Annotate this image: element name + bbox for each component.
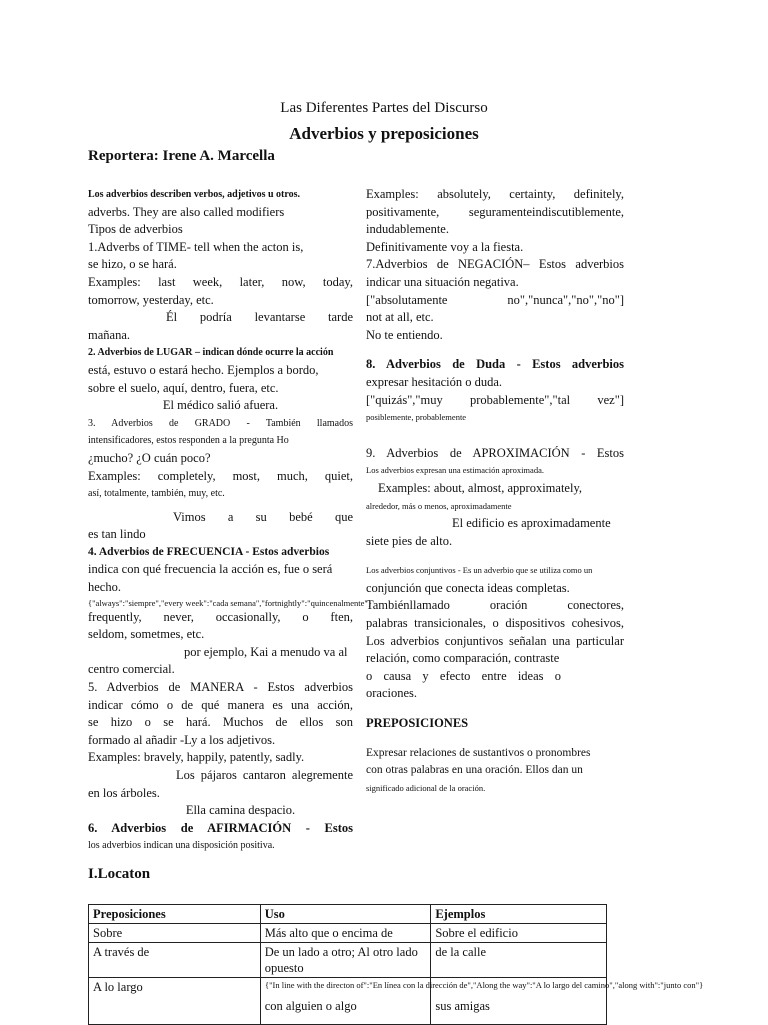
paragraph-line: seldom, sometmes, etc. <box>88 627 205 642</box>
paragraph-line: siete pies de alto. <box>366 533 453 548</box>
example-sentence: Definitivamente voy a la fiesta. <box>366 239 524 254</box>
paragraph-line: se hizo, o se hará. <box>88 257 177 272</box>
subheading: 4. Adverbios de FRECUENCIA - Estos adverbios <box>88 545 330 558</box>
example-sentence: Vimos a su bebé que <box>173 509 353 524</box>
table-cell: Más alto que o encima de <box>260 924 431 943</box>
paragraph-line: Los adverbios describen verbos, adjetivos u otros. <box>88 189 301 200</box>
example-sentence: Los pájaros cantaron alegremente <box>176 768 353 782</box>
document-subtitle: Adverbios y preposiciones <box>289 124 479 143</box>
paragraph-line: Tambiénllamado oración conectores, <box>366 598 624 613</box>
paragraph-line: mañana. <box>88 327 130 342</box>
spacer <box>366 733 624 745</box>
paragraph-line: tomorrow, yesterday, etc. <box>88 292 214 307</box>
table-row <box>89 924 607 943</box>
paragraph-line: conjunción que conecta ideas completas. <box>366 580 570 595</box>
paragraph-line: posiblemente, probablemente <box>366 412 467 423</box>
paragraph-line: {"always":"siempre","every week":"cada semana","fortnightly":"quincenalmente"} <box>88 597 372 608</box>
column-header: Uso <box>260 905 431 924</box>
table-cell: de la calle <box>431 943 607 978</box>
paragraph-line: ¿mucho? ¿O cuán poco? <box>88 450 211 465</box>
paragraph-line: Examples: absolutely, certainty, definitely, <box>366 187 624 201</box>
paragraph-line: Examples: bravely, happily, patently, sadly. <box>88 750 305 765</box>
subheading: 8. Adverbios de Duda - Estos adverbios <box>366 357 624 372</box>
column-header: Preposiciones <box>89 905 261 924</box>
paragraph-line: indicar una situación negativa. <box>366 274 519 289</box>
paragraph-line: Los adverbios conjuntivos señalan una particular <box>366 633 624 648</box>
paragraph-line: sobre el suelo, aquí, dentro, fuera, etc. <box>88 380 279 395</box>
paragraph-line: Los adverbios expresan una estimación aproximada. <box>366 465 544 476</box>
paragraph-line: adverbs. They are also called modifiers <box>88 204 285 219</box>
paragraph-line: 1.Adverbs of TIME- tell when the acton is, <box>88 239 304 254</box>
paragraph-line: expresar hesitación o duda. <box>366 374 503 389</box>
table-cell: Sobre <box>89 924 261 943</box>
spacer <box>366 703 624 715</box>
spacer <box>366 344 624 356</box>
table-cell: con alguien o algo <box>260 978 431 1025</box>
paragraph-line: así, totalmente, también, muy, etc. <box>88 488 225 500</box>
paragraph-line: 7.Adverbios de NEGACIÓN– Estos adverbios <box>366 257 624 272</box>
left-column <box>88 186 372 855</box>
table-cell: A lo largo <box>89 978 261 1025</box>
paragraph-line: ["absolutamente no","nunca","no","no"] <box>366 292 624 307</box>
paragraph-line: o causa y efecto entre ideas o <box>366 668 561 683</box>
paragraph-line: indicar cómo o de qué manera es una acción, <box>88 697 353 712</box>
paragraph-line: hecho. <box>88 580 121 595</box>
table-overlay-text: {"In line with the directon of":"En línea con la dirección de","Along the way":"A lo largo del camino","along with":"junto con"} <box>265 980 704 990</box>
paragraph-line: Expresar relaciones de sustantivos o pronombres <box>366 746 591 759</box>
paragraph-line: alrededor, más o menos, aproximadamente <box>366 500 512 511</box>
paragraph-line: oraciones. <box>366 686 418 701</box>
example-sentence: por ejemplo, Kai a menudo va al <box>184 644 348 659</box>
paragraph-line: los adverbios indican una disposición positiva. <box>88 840 275 852</box>
paragraph-line: Los adverbios conjuntivos - Es un adverbio que se utiliza como un <box>366 565 593 576</box>
paragraph-line: es tan lindo <box>88 527 146 542</box>
subheading: 6. Adverbios de AFIRMACIÓN - Estos <box>88 820 353 835</box>
paragraph-line: Tipos de adverbios <box>88 222 183 237</box>
paragraph-line: centro comercial. <box>88 662 175 677</box>
paragraph-line: frequently, never, occasionally, o ften, <box>88 609 353 624</box>
paragraph-line: está, estuvo o estará hecho. Ejemplos a bordo, <box>88 362 319 377</box>
paragraph-line: indudablemente. <box>366 222 449 237</box>
right-column <box>366 186 624 797</box>
table-cell: A través de <box>89 943 261 978</box>
section-heading-preposiciones: PREPOSICIONES <box>366 716 469 731</box>
section-heading-location: I.Locaton <box>88 866 151 882</box>
subheading: 2. Adverbios de LUGAR – indican dónde ocurre la acción <box>88 347 334 359</box>
table-row <box>89 943 607 978</box>
paragraph-line: se hizo o se hará. Muchos de ellos son <box>88 715 353 730</box>
paragraph-line: Examples: completely, most, much, quiet, <box>88 468 353 483</box>
column-header: Ejemplos <box>431 905 607 924</box>
paragraph-line: formado al añadir -Ly a los adjetivos. <box>88 732 276 747</box>
example-sentence: El médico salió afuera. <box>162 398 279 413</box>
reporter-line: Reportera: Irene A. Marcella <box>88 148 275 164</box>
paragraph-line: Examples: about, almost, approximately, <box>378 480 583 495</box>
paragraph-line: positivamente, seguramenteindiscutiblemente, <box>366 204 624 219</box>
paragraph-line: en los árboles. <box>88 785 160 800</box>
example-sentence: Él podría levantarse tarde <box>166 310 353 325</box>
paragraph-line: 3. Adverbios de GRADO - También llamados <box>88 417 353 429</box>
example-sentence: No te entiendo. <box>366 327 443 342</box>
paragraph-line: palabras transicionales, o dispositivos cohesivos, <box>366 616 624 631</box>
paragraph-line: not at all, etc. <box>366 310 434 325</box>
table-cell: Sobre el edificio <box>431 924 607 943</box>
paragraph-line: significado adicional de la oración. <box>366 782 486 793</box>
paragraph-line: intensificadores, estos responden a la pregunta Ho <box>88 435 289 447</box>
document-title: Las Diferentes Partes del Discurso <box>280 100 488 116</box>
example-sentence: Ella camina despacio. <box>185 803 296 818</box>
prepositions-table <box>88 904 607 1025</box>
paragraph-line: 5. Adverbios de MANERA - Estos adverbios <box>88 680 353 695</box>
paragraph-line: 9. Adverbios de APROXIMACIÓN - Estos <box>366 445 624 460</box>
table-cell: De un lado a otro; Al otro lado opuesto <box>260 943 431 978</box>
paragraph-line: ["quizás","muy probablemente","tal vez"] <box>366 392 624 407</box>
table-cell: sus amigas <box>431 978 607 1025</box>
spacer <box>366 427 624 445</box>
paragraph-line: relación, como comparación, contraste <box>366 651 560 666</box>
spacer <box>366 550 624 562</box>
paragraph-line: con otras palabras en una oración. Ellos dan un <box>366 764 583 777</box>
paragraph-line: Examples: last week, later, now, today, <box>88 274 353 289</box>
example-sentence: El edificio es aproximadamente <box>452 516 611 531</box>
paragraph-line: indica con qué frecuencia la acción es, fue o será <box>88 562 333 577</box>
table-header-row <box>89 905 607 924</box>
